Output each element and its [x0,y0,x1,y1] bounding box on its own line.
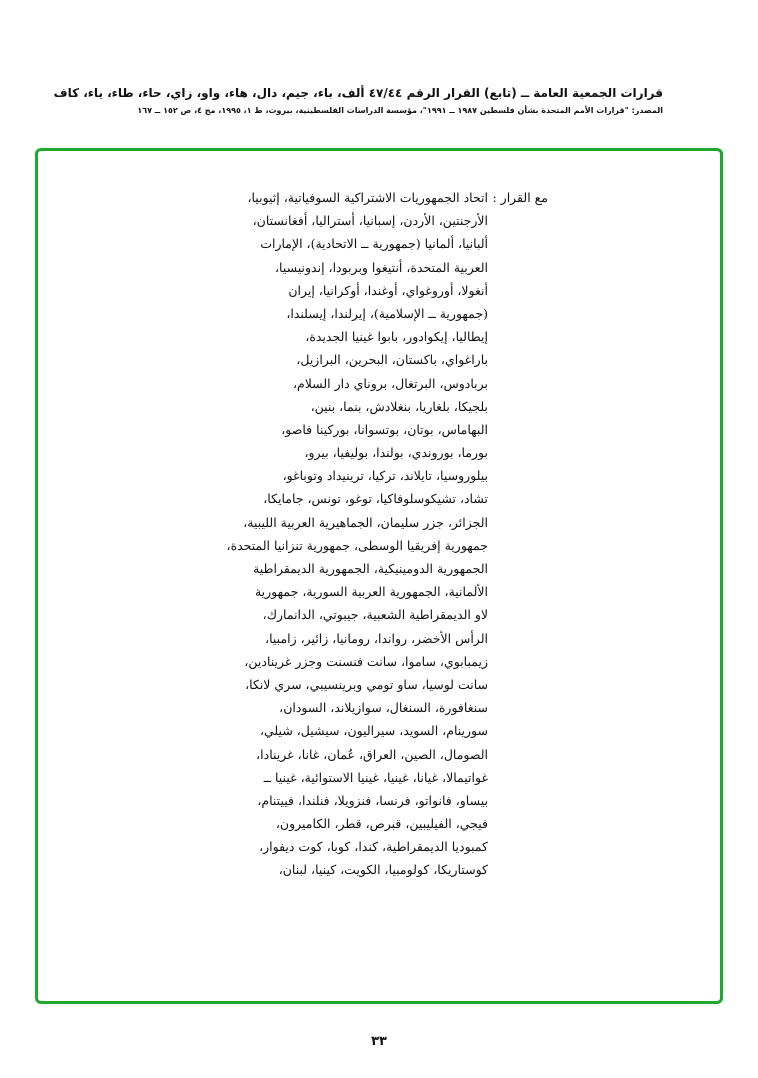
country-list-line: فيجي، الفيليبين، قبرص، قطر، الكاميرون، [275,816,488,832]
country-list-line: لاو الديمقراطية الشعبية، جيبوتي، الدانمارك، [262,607,488,623]
country-list-line: بلجيكا، بلغاريا، بنغلادش، بنما، بنين، [310,398,488,414]
country-list-line: سورينام، السويد، سيراليون، سيشيل، شيلي، [259,723,488,739]
country-list-line: الجمهورية الدومينيكية، الجمهورية الديمقراطية [253,561,488,576]
country-list-line: الصومال، الصين، العراق، عُمان، غانا، غرينادا، [256,746,488,762]
country-list-line: بربادوس، البرتغال، بروناي دار السلام، [292,375,488,391]
country-list-line: إيطاليا، إيكوادور، بابوا غينيا الجديدة، [305,329,488,345]
country-list-line: باراغواي، باكستان، البحرين، البرازيل، [296,352,488,368]
country-list-line: العربية المتحدة، أنتيغوا وبربودا، إندونيسيا، [275,259,488,275]
country-list-line: ألبانيا، ألمانيا (جمهورية ــ الاتحادية)، الإمارات [260,236,488,252]
page-number: ٣٣ [371,1034,387,1049]
document-running-title: قرارات الجمعية العامة ــ (تابع) القرار الرقم ٤٧/٤٤ ألف، باء، جيم، دال، هاء، واو، زاي، حاء، طاء، ياء، كاف [53,86,663,100]
document-source-citation: المصدر: "قرارات الأمم المتحدة بشأن فلسطين ١٩٨٧ ــ ١٩٩١"، مؤسسة الدراسات الفلسطينية، بيروت، ط ١، ١٩٩٥، مج ٤، ص ١٥٢ ــ ١٦٧ [137,106,663,115]
country-list-line: بورما، بوروندي، بولندا، بوليفيا، بيرو، [304,445,488,461]
country-list-line: الرأس الأخضر، رواندا، رومانيا، زائير، زامبيا، [265,630,488,646]
country-list-line: (جمهورية ــ الإسلامية)، إيرلندا، إيسلندا، [286,305,488,321]
country-list-line: الأرجنتين، الأردن، إسبانيا، أستراليا، أفغانستان، [252,213,488,229]
country-list-line: سنغافورة، السنغال، سوازيلاند، السودان، [279,700,488,716]
country-list-line: كمبوديا الديمقراطية، كندا، كوبا، كوت ديفوار، [259,839,488,855]
country-list-line: زيمبابوي، ساموا، سانت فنسنت وجزر غرينادين، [244,653,488,669]
country-list-line: بيساو، فانواتو، فرنسا، فنزويلا، فنلندا، فييتنام، [257,792,488,808]
country-list-line: سانت لوسيا، ساو تومي وبرينسيبي، سري لانكا، [245,676,488,692]
country-list-line: غواتيمالا، غيانا، غينيا، غينيا الاستوائية، غينيا ــ [263,769,488,785]
country-list-line: أنغولا، أوروغواي، أوغندا، أوكرانيا، إيران [288,282,488,298]
country-list-line: بيلوروسيا، تايلاند، تركيا، ترينيداد وتوباغو، [282,468,488,484]
country-list-line: الجزائر، جزر سليمان، الجماهيرية العربية الليبية، [243,514,488,530]
country-list-line: تشاد، تشيكوسلوفاكيا، توغو، تونس، جامايكا، [263,491,488,507]
country-list-line: الألمانية، الجمهورية العربية السورية، جمهورية [254,584,488,600]
vote-in-favor-label: مع القرار : [492,190,548,205]
country-list-line: البهاماس، بوتان، بوتسوانا، بوركينا فاصو، [281,421,488,437]
country-list-line: جمهورية إفريقيا الوسطى، جمهورية تنزانيا المتحدة، [226,537,488,553]
country-list-line: اتحاد الجمهوريات الاشتراكية السوفياتية، إثيوبيا، [247,190,488,205]
country-list-line: كوستاريكا، كولومبيا، الكويت، كينيا، لبنان، [278,862,488,878]
country-list [226,186,488,882]
